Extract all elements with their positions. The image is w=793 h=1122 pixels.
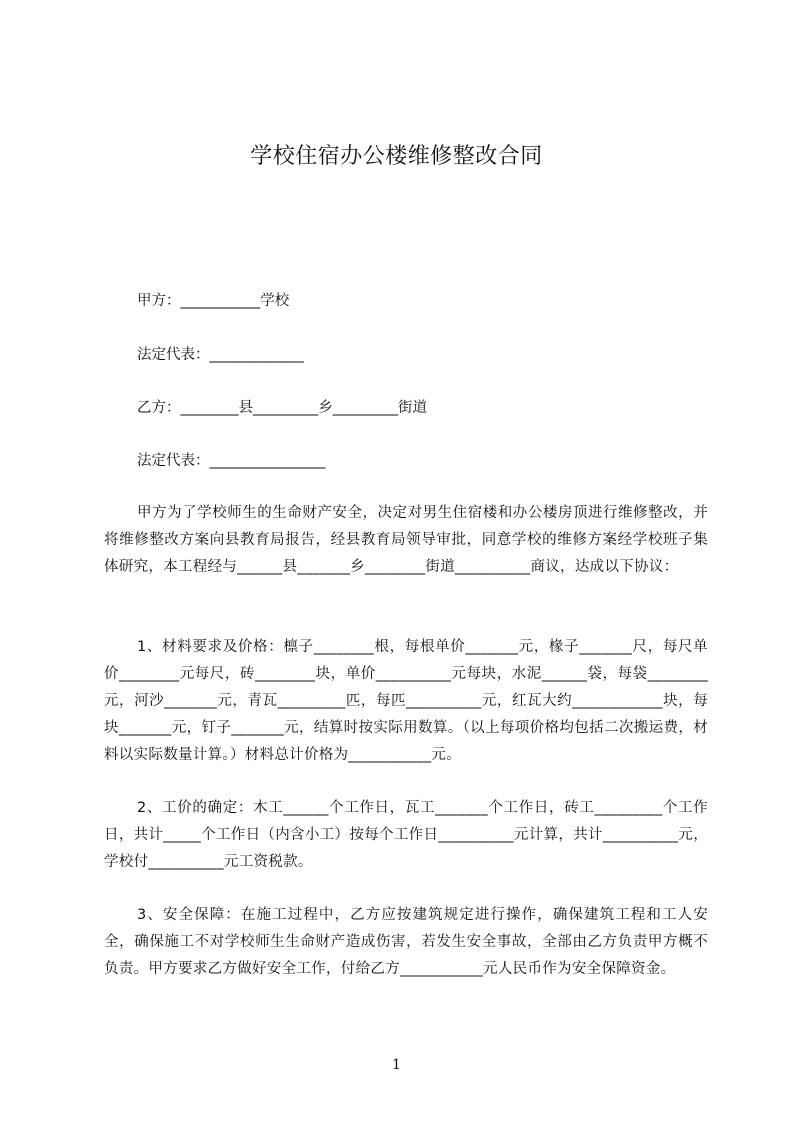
clause-3-safety: 3、安全保障：在施工过程中，乙方应按建筑规定进行操作，确保建筑工程和工人安全，确保施工不对学校师生生命财产造成伤害，若发生安全事故，全部由乙方负责甲方概不负责。甲方要求乙方做好安全工作，付给乙方___________元人民币作为安全保障资金。 <box>104 907 708 977</box>
document-title: 学校住宿办公楼维修整改合同 <box>250 144 543 169</box>
party-b-line: 乙方：________县_________乡_________街道 <box>137 400 427 416</box>
party-a-line: 甲方：___________学校 <box>137 293 290 309</box>
clause-1-materials: 1、材料要求及价格：檩子________根，每根单价_______元，椽子_______尺，每尺单价________元每尺，砖________块，单价__________元每块，水泥______袋，每袋________元，河沙_______元，青瓦_________匹，每匹__________元，红瓦大约____________块，每块_______元，钉子_______元，结算时按实际用数算。（以上每项价格均包括二次搬运费，材料以实际数量计算。）材料总计价格为___________元。 <box>104 639 708 763</box>
intro-paragraph: 甲方为了学校师生的生命财产安全，决定对男生住宿楼和办公楼房顶进行维修整改，并将维修整改方案向县教育局报告，经县教育局领导审批，同意学校的维修方案经学校班子集体研究，本工程经与______县_______乡________街道__________商议，达成以下协议： <box>104 505 708 575</box>
party-b-representative-line: 法定代表：________________ <box>137 453 326 469</box>
page-number: 1 <box>392 1057 401 1073</box>
clause-2-labor: 2、工价的确定：木工______个工作日，瓦工_______个工作日，砖工_________个工作日，共计_____个工作日（内含小工）按每个工作日__________元计算，共计__________元，学校付__________元工资税款。 <box>104 800 708 870</box>
party-a-representative-line: 法定代表：_____________ <box>137 347 304 363</box>
